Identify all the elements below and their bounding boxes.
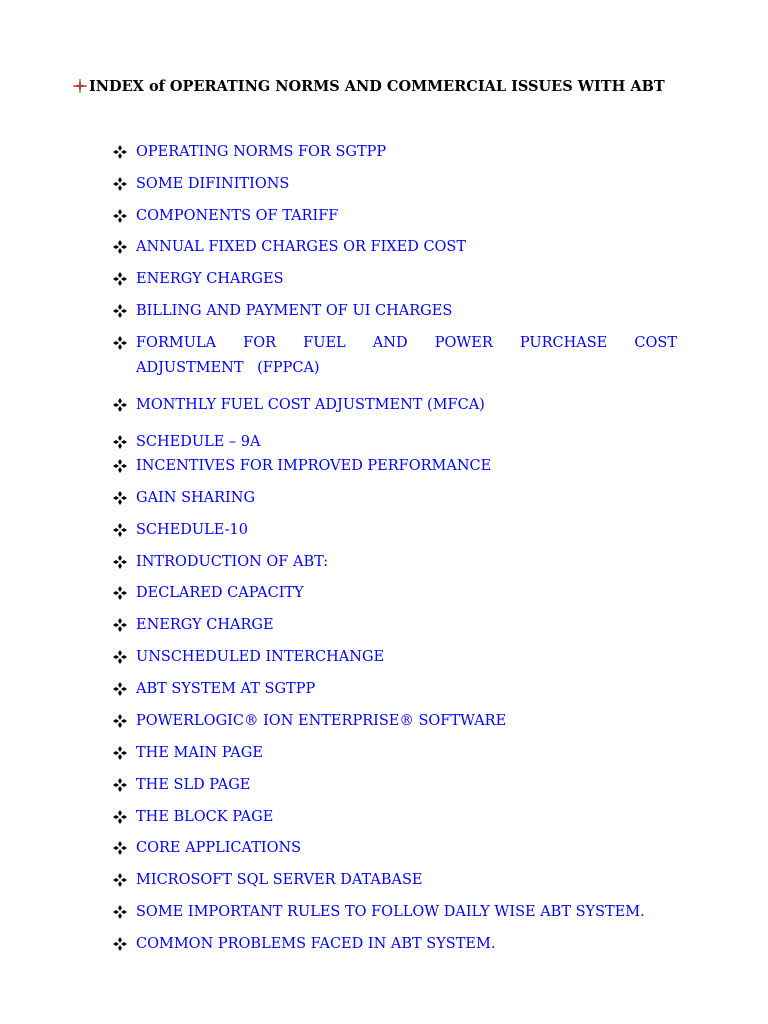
toc-item[interactable] (113, 430, 677, 455)
toc-item-label: BILLING AND PAYMENT OF UI CHARGES (136, 303, 453, 319)
toc-item[interactable] (113, 932, 677, 957)
toc-item[interactable] (113, 773, 677, 798)
diamond-bullet-icon (113, 778, 127, 792)
diamond-bullet-icon (113, 618, 127, 632)
toc-item-label: INTRODUCTION OF ABT: (136, 554, 329, 570)
toc-item-label: GAIN SHARING (136, 490, 256, 506)
diamond-bullet-icon (113, 810, 127, 824)
diamond-bullet-icon (113, 177, 127, 191)
toc-item[interactable] (113, 299, 677, 324)
toc-item-label: THE SLD PAGE (136, 777, 251, 793)
toc-item[interactable] (113, 645, 677, 670)
diamond-bullet-icon (113, 523, 127, 537)
diamond-bullet-icon (113, 714, 127, 728)
diamond-bullet-icon (113, 491, 127, 505)
toc-item-label: SCHEDULE – 9A (136, 434, 261, 450)
toc-item[interactable] (113, 486, 677, 511)
toc-item[interactable] (113, 454, 677, 479)
toc-item[interactable] (113, 677, 677, 702)
toc-item-label: FORMULA FOR FUEL AND POWER PURCHASE COST ADJUSTMENT (FPPCA) (136, 335, 677, 376)
diamond-bullet-icon (113, 145, 127, 159)
toc-item[interactable] (113, 267, 677, 292)
toc-item[interactable] (113, 581, 677, 606)
diamond-bullet-icon (113, 746, 127, 760)
toc-item[interactable] (113, 172, 677, 197)
toc-item[interactable] (113, 741, 677, 766)
toc-item[interactable] (113, 836, 677, 861)
toc-item[interactable] (113, 550, 677, 575)
four-point-star-icon (72, 78, 88, 94)
toc-item-label: UNSCHEDULED INTERCHANGE (136, 649, 385, 665)
toc-item[interactable] (113, 613, 677, 638)
diamond-bullet-icon (113, 873, 127, 887)
diamond-bullet-icon (113, 459, 127, 473)
toc-item-label: CORE APPLICATIONS (136, 840, 302, 856)
toc-item[interactable] (113, 393, 677, 418)
toc-item[interactable] (113, 331, 677, 381)
toc-item-label: ANNUAL FIXED CHARGES OR FIXED COST (136, 239, 467, 255)
index-heading (72, 78, 665, 95)
toc-item[interactable] (113, 805, 677, 830)
diamond-bullet-icon (113, 304, 127, 318)
diamond-bullet-icon (113, 272, 127, 286)
toc-item-label: POWERLOGIC® ION ENTERPRISE® SOFTWARE (136, 713, 507, 729)
diamond-bullet-icon (113, 555, 127, 569)
diamond-bullet-icon (113, 240, 127, 254)
toc-item[interactable] (113, 709, 677, 734)
diamond-bullet-icon (113, 650, 127, 664)
diamond-bullet-icon (113, 336, 127, 350)
toc-item[interactable] (113, 518, 677, 543)
toc-item-label: ENERGY CHARGES (136, 271, 284, 287)
toc-item[interactable] (113, 204, 677, 229)
diamond-bullet-icon (113, 905, 127, 919)
toc-item[interactable] (113, 868, 677, 893)
index-heading-text: INDEX of OPERATING NORMS AND COMMERCIAL ISSUES WITH ABT (89, 78, 665, 95)
toc-item-label: THE MAIN PAGE (136, 745, 263, 761)
diamond-bullet-icon (113, 937, 127, 951)
toc-item-label: SCHEDULE-10 (136, 522, 248, 538)
diamond-bullet-icon (113, 586, 127, 600)
diamond-bullet-icon (113, 209, 127, 223)
toc-item-label: OPERATING NORMS FOR SGTPP (136, 144, 387, 160)
toc-item-label: COMMON PROBLEMS FACED IN ABT SYSTEM. (136, 936, 496, 952)
toc-item-label: SOME DIFINITIONS (136, 176, 290, 192)
toc-item[interactable] (113, 235, 677, 260)
toc-item[interactable] (113, 140, 677, 165)
toc-item-label: INCENTIVES FOR IMPROVED PERFORMANCE (136, 458, 492, 474)
diamond-bullet-icon (113, 841, 127, 855)
toc-item-label: COMPONENTS OF TARIFF (136, 208, 339, 224)
toc-item-label: MONTHLY FUEL COST ADJUSTMENT (MFCA) (136, 397, 485, 413)
diamond-bullet-icon (113, 398, 127, 412)
toc-item-label: MICROSOFT SQL SERVER DATABASE (136, 872, 423, 888)
diamond-bullet-icon (113, 435, 127, 449)
toc-item-label: SOME IMPORTANT RULES TO FOLLOW DAILY WISE ABT SYSTEM. (136, 904, 645, 920)
toc-item-label: ENERGY CHARGE (136, 617, 274, 633)
toc-item-label: THE BLOCK PAGE (136, 809, 274, 825)
toc-item-label: DECLARED CAPACITY (136, 585, 304, 601)
toc-item-label: ABT SYSTEM AT SGTPP (136, 681, 316, 697)
toc-item[interactable] (113, 900, 677, 925)
diamond-bullet-icon (113, 682, 127, 696)
